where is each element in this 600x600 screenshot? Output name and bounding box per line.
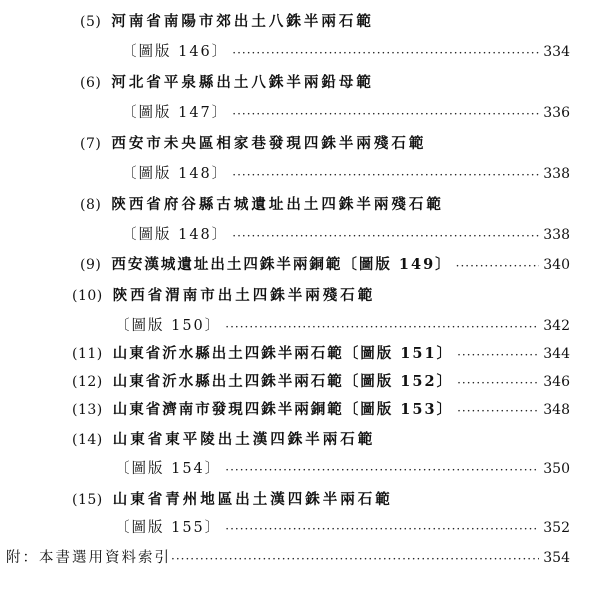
page-number: 350 <box>543 461 570 477</box>
toc-entry-ref-line <box>122 223 570 247</box>
entry-number: (10) <box>72 288 103 304</box>
plate-reference: 〔圖版 148〕 <box>122 166 229 182</box>
toc-entry-single-line <box>72 370 570 394</box>
toc-entry-title <box>72 428 375 452</box>
toc-entry-ref-line <box>115 516 570 540</box>
page-number: 336 <box>543 105 570 121</box>
dot-leader <box>232 162 539 186</box>
entry-title: 山東省沂水縣出土四銖半兩石範〔圖版 152〕 <box>112 373 454 390</box>
toc-entry-title <box>72 488 393 512</box>
dot-leader <box>457 342 539 366</box>
entry-number: (8) <box>80 197 102 213</box>
appendix-title: 附：本書選用資料索引 <box>6 550 171 566</box>
plate-reference: 〔圖版 154〕 <box>115 461 222 477</box>
toc-entry-title <box>80 193 444 217</box>
entry-number: (13) <box>72 402 103 418</box>
toc-entry-title <box>80 71 374 95</box>
toc-entry-single-line <box>72 398 570 422</box>
dot-leader <box>232 40 539 64</box>
plate-reference: 〔圖版 147〕 <box>122 105 229 121</box>
dot-leader <box>232 101 539 125</box>
plate-reference: 〔圖版 150〕 <box>115 318 222 334</box>
entry-number: (15) <box>72 492 103 508</box>
entry-title: 西安市未央區相家巷發現四銖半兩殘石範 <box>111 135 427 152</box>
entry-title: 河北省平泉縣出土八銖半兩鉛母範 <box>111 74 374 91</box>
dot-leader <box>225 516 539 540</box>
dot-leader <box>457 398 539 422</box>
page-number: 346 <box>543 374 570 390</box>
page-number: 354 <box>543 550 570 566</box>
entry-number: (14) <box>72 432 103 448</box>
toc-entry-ref-line <box>122 40 570 64</box>
entry-number: (12) <box>72 374 103 390</box>
toc-entry-title <box>72 284 375 308</box>
plate-reference: 〔圖版 146〕 <box>122 44 229 60</box>
entry-number: (7) <box>80 136 102 152</box>
dot-leader <box>171 546 539 570</box>
page-number: 340 <box>543 257 570 273</box>
toc-entry-title <box>80 10 374 34</box>
entry-number: (9) <box>80 257 102 273</box>
entry-title: 河南省南陽市郊出土八銖半兩石範 <box>111 13 374 30</box>
page-number: 348 <box>543 402 570 418</box>
plate-reference: 〔圖版 155〕 <box>115 520 222 536</box>
page-number: 338 <box>543 166 570 182</box>
toc-entry-ref-line <box>122 101 570 125</box>
entry-title: 山東省濟南市發現四銖半兩銅範〔圖版 153〕 <box>112 401 454 418</box>
entry-title: 陝西省渭南市出土四銖半兩殘石範 <box>112 287 376 304</box>
page-number: 338 <box>543 227 570 243</box>
dot-leader <box>457 370 539 394</box>
entry-number: (5) <box>80 14 102 30</box>
page-number: 344 <box>543 346 570 362</box>
entry-title: 山東省東平陵出土漢四銖半兩石範 <box>112 431 376 448</box>
toc-entry-ref-line <box>115 457 570 481</box>
dot-leader <box>225 314 539 338</box>
dot-leader <box>456 253 540 277</box>
page-number: 342 <box>543 318 570 334</box>
toc-appendix-line <box>6 546 570 570</box>
dot-leader <box>225 457 539 481</box>
page-number: 334 <box>543 44 570 60</box>
toc-entry-title <box>80 132 426 156</box>
entry-number: (11) <box>72 346 103 362</box>
dot-leader <box>232 223 539 247</box>
page-number: 352 <box>543 520 570 536</box>
entry-number: (6) <box>80 75 102 91</box>
toc-entry-single-line <box>80 253 570 277</box>
plate-reference: 〔圖版 148〕 <box>122 227 229 243</box>
toc-entry-ref-line <box>122 162 570 186</box>
entry-title: 山東省青州地區出土漢四銖半兩石範 <box>112 491 393 508</box>
toc-entry-ref-line <box>115 314 570 338</box>
toc-entry-single-line <box>72 342 570 366</box>
entry-title: 山東省沂水縣出土四銖半兩石範〔圖版 151〕 <box>112 345 454 362</box>
entry-title: 陝西省府谷縣古城遺址出土四銖半兩殘石範 <box>111 196 444 213</box>
entry-title: 西安漢城遺址出土四銖半兩銅範〔圖版 149〕 <box>111 256 452 273</box>
